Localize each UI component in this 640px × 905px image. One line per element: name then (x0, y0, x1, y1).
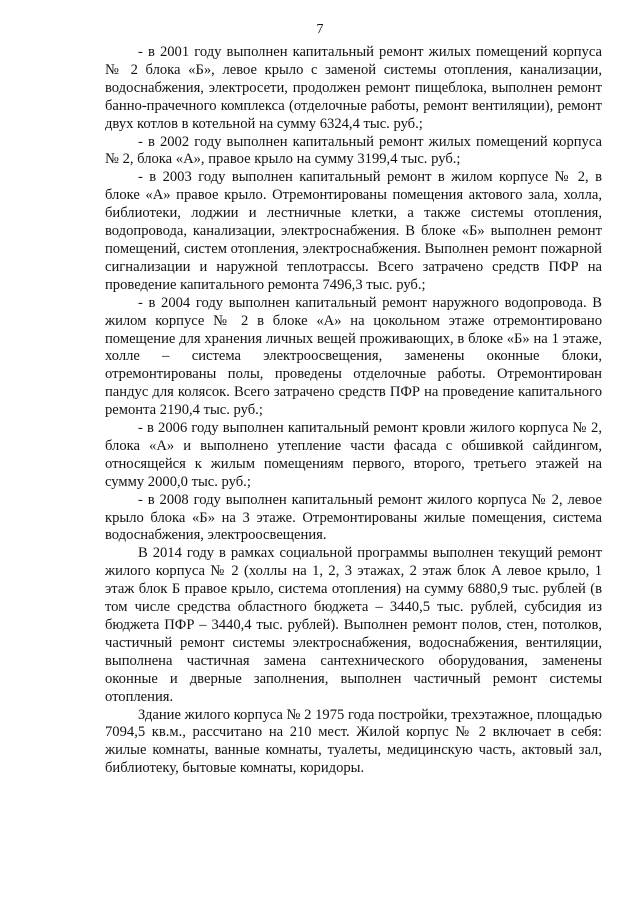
paragraph-repair-2014: В 2014 году в рамках социальной программы выполнен текущий ремонт жилого корпуса № 2 (холлы на 1, 2, 3 этажах, 2 этаж блок А левое крыло, 1 этаж блок Б правое крыло, система отопления) на сумму 6880,9 тыс. рублей (в том числе средства областного бюджета – 3440,5 тыс. рублей, субсидия из бюджета ПФР – 3440,4 тыс. рублей). Выполнен ремонт полов, стен, потолков, частичный ремонт системы электроснабжения, водоснабжения, вентиляции, выполнена частичная замена сантехнического оборудования, заменены оконные и дверные заполнения, выполнен частичный ремонт системы отопления. (105, 545, 602, 705)
paragraph-repair-2001: - в 2001 году выполнен капитальный ремонт жилых помещений корпуса № 2 блока «Б», левое крыло с заменой системы отопления, канализации, водоснабжения, электросети, продолжен ремонт пищеблока, выполнен ремонт банно-прачечного комплекса (отделочные работы, ремонт вентиляции), ремонт двух котлов в котельной на сумму 6324,4 тыс. руб.; (105, 44, 602, 132)
paragraph-repair-2003: - в 2003 году выполнен капитальный ремонт в жилом корпусе № 2, в блоке «А» правое крыло. Отремонтированы помещения актового зала, холла, библиотеки, лоджии и лестничные клетки, а также системы отопления, водопровода, канализации, электроснабжения. В блоке «Б» выполнен ремонт помещений, систем отопления, электроснабжения. Выполнен ремонт пожарной сигнализации и наружной теплотрассы. Всего затрачено средств ПФР на проведение капитального ремонта 7496,3 тыс. руб.; (105, 169, 602, 293)
paragraph-repair-2006: - в 2006 году выполнен капитальный ремонт кровли жилого корпуса № 2, блока «А» и выполнено утепление части фасада с обшивкой сайдингом, относящейся к жилым помещениям первого, второго, третьего этажей на сумму 2000,0 тыс. руб.; (105, 420, 602, 490)
paragraph-repair-2002: - в 2002 году выполнен капитальный ремонт жилых помещений корпуса № 2, блока «А», правое крыло на сумму 3199,4 тыс. руб.; (105, 133, 602, 168)
paragraph-building-description: Здание жилого корпуса № 2 1975 года постройки, трехэтажное, площадью 7094,5 кв.м., рассчитано на 210 мест. Жилой корпус № 2 включает в себя: жилые комнаты, ванные комнаты, туалеты, медицинскую часть, актовый зал, библиотеку, бытовые комнаты, коридоры. (105, 706, 602, 777)
paragraph-repair-2004: - в 2004 году выполнен капитальный ремонт наружного водопровода. В жилом корпусе № 2 в блоке «А» на цокольном этаже отремонтировано помещение для хранения личных вещей проживающих, в блоке «Б» на 1 этаже, холле – система электроосвещения, заменены оконные блоки, отремонтированы полы, проведены отделочные работы. Отремонтирован пандус для колясок. Всего затрачено средств ПФР на проведение капитального ремонта 2190,4 тыс. руб.; (105, 294, 602, 419)
page-number: 7 (316, 22, 324, 37)
document-body (105, 44, 602, 778)
paragraph-repair-2008: - в 2008 году выполнен капитальный ремонт жилого корпуса № 2, левое крыло блока «Б» на 3 этаже. Отремонтированы жилые помещения, система водоснабжения, электроосвещения. (105, 491, 602, 544)
